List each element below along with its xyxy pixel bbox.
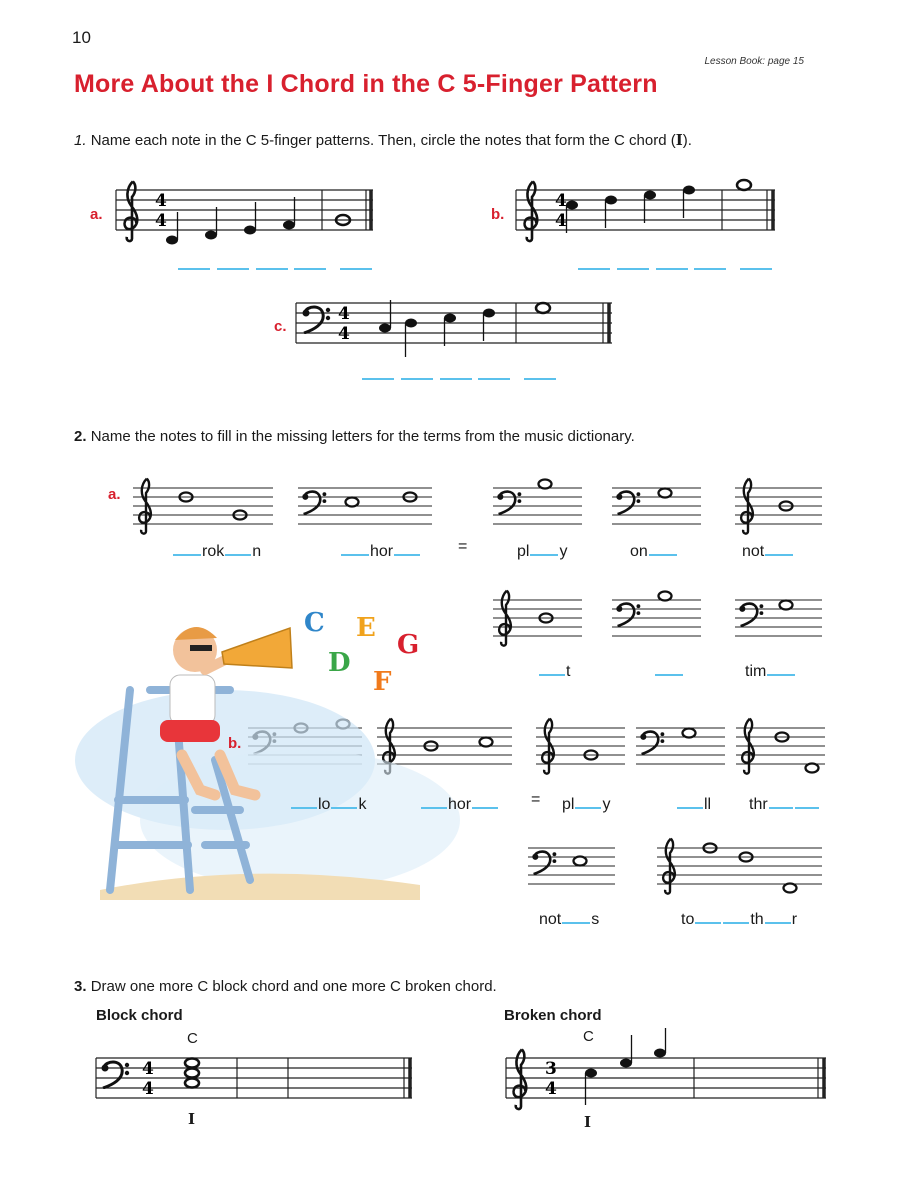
- q1-time-sig-top-c: 4: [338, 304, 350, 324]
- q2-label-a: a.: [108, 486, 121, 503]
- answer-blank[interactable]: [539, 658, 565, 676]
- q1-time-sig-top-b: 4: [555, 191, 567, 211]
- q3-block-time-bottom: 4: [142, 1079, 154, 1099]
- answer-blank[interactable]: [472, 791, 498, 809]
- answer-blank[interactable]: [291, 791, 317, 809]
- megaphone-icon: [222, 628, 292, 668]
- q2-staff: [657, 848, 822, 884]
- floating-letter-e: E: [356, 613, 376, 643]
- q2-word: hor: [420, 791, 499, 814]
- q1-label-a: a.: [90, 206, 103, 223]
- q2-word: ll: [676, 791, 711, 814]
- broken-chord-name: C: [583, 1028, 594, 1045]
- answer-blank[interactable]: [695, 906, 721, 924]
- answer-blank[interactable]: [767, 658, 795, 676]
- bass-clef-icon: [532, 852, 556, 875]
- q1-text: Name each note in the C 5-finger patterns. Then, circle the notes that form the C chord (: [90, 132, 676, 149]
- q3-text: Draw one more C block chord and one more C broken chord.: [90, 978, 497, 995]
- q1-time-sig-bottom-b: 4: [555, 211, 567, 231]
- bass-clef-icon: [497, 492, 521, 515]
- answer-blank[interactable]: [765, 906, 791, 924]
- bass-clef-icon: [640, 732, 664, 755]
- equals-sign: =: [531, 791, 541, 808]
- q2-word: t: [538, 658, 570, 681]
- block-chord-name: C: [187, 1030, 198, 1047]
- q3-broken-chord-notes: [585, 1028, 666, 1105]
- answer-blank[interactable]: [769, 791, 793, 809]
- q1-time-sig-bottom-a: 4: [155, 211, 167, 231]
- bass-clef-icon: [302, 492, 326, 515]
- floating-letter-d: D: [328, 648, 351, 678]
- bass-clef-icon: [739, 604, 763, 627]
- q2-text: Name the notes to fill in the missing letters for the terms from the music dictionary.: [90, 428, 635, 445]
- q1-notes-b: [566, 180, 751, 233]
- q2-staff: [133, 488, 273, 524]
- floating-letter-c: C: [304, 608, 325, 638]
- q2-word: hor: [340, 538, 421, 561]
- q2-number: 2.: [74, 428, 87, 445]
- q1-number: 1.: [74, 132, 87, 149]
- answer-blank[interactable]: [530, 538, 558, 556]
- q2-staff: [528, 848, 615, 884]
- page-title: More About the I Chord in the C 5-Finger Pattern: [74, 70, 658, 98]
- q3-instruction: [74, 978, 497, 995]
- bass-clef-icon: [102, 1062, 130, 1088]
- q2-instruction: [74, 428, 635, 445]
- q1-answer-blanks[interactable]: [178, 269, 772, 379]
- q2-staff: [493, 488, 582, 524]
- bass-clef-icon: [303, 307, 331, 333]
- page-number: 10: [72, 28, 91, 47]
- q3-broken-time-bottom: 4: [545, 1079, 557, 1099]
- block-chord-title: Block chord: [96, 1007, 183, 1024]
- q2-word: lo k: [290, 791, 366, 814]
- answer-blank[interactable]: [173, 538, 201, 556]
- q1-roman: I: [675, 131, 683, 149]
- answer-blank[interactable]: [394, 538, 420, 556]
- answer-blank[interactable]: [649, 538, 677, 556]
- answer-blank[interactable]: [575, 791, 601, 809]
- answer-blank[interactable]: [723, 906, 749, 924]
- q3-block-chord-notes: [185, 1059, 199, 1088]
- q1-label-c: c.: [274, 318, 287, 335]
- q1-time-sig-bottom-c: 4: [338, 324, 350, 344]
- answer-blank[interactable]: [562, 906, 590, 924]
- bass-clef-icon: [616, 604, 640, 627]
- q3-block-time-top: 4: [142, 1059, 154, 1079]
- q2-word: on: [630, 538, 678, 561]
- q2-word: to th r: [681, 906, 797, 929]
- equals-sign: =: [458, 538, 468, 555]
- answer-blank[interactable]: [421, 791, 447, 809]
- q1-time-sig-top-a: 4: [155, 191, 167, 211]
- q2-word: pl y: [517, 538, 567, 561]
- lesson-reference: Lesson Book: page 15: [704, 56, 804, 67]
- answer-blank[interactable]: [765, 538, 793, 556]
- q2-staff: [377, 728, 512, 764]
- q1-text-end: ).: [682, 132, 692, 149]
- answer-blank[interactable]: [795, 791, 819, 809]
- q2-word: not: [742, 538, 794, 561]
- q2-word: thr: [749, 791, 820, 814]
- answer-blank[interactable]: [225, 538, 251, 556]
- floating-letter-g: G: [397, 630, 420, 660]
- answer-blank[interactable]: [331, 791, 357, 809]
- block-chord-roman: I: [188, 1110, 196, 1128]
- q3-number: 3.: [74, 978, 87, 995]
- answer-blank[interactable]: [655, 658, 683, 676]
- q1-notes-c: [379, 300, 550, 357]
- q1-label-b: b.: [491, 206, 505, 223]
- q2-word: tim: [745, 658, 796, 681]
- q2-staff: [612, 600, 701, 636]
- answer-blank[interactable]: [677, 791, 703, 809]
- q2-label-b: b.: [228, 735, 242, 752]
- broken-chord-roman: I: [584, 1113, 592, 1131]
- floating-letter-f: F: [373, 667, 392, 697]
- q2-word: pl y: [562, 791, 610, 814]
- q2-word: rok n: [172, 538, 261, 561]
- q2-staff: [636, 728, 725, 764]
- q2-word: not s: [539, 906, 599, 929]
- bass-clef-icon: [616, 492, 640, 515]
- q3-broken-time-top: 3: [545, 1059, 557, 1079]
- q2-word: [654, 658, 684, 681]
- broken-chord-title: Broken chord: [504, 1007, 602, 1024]
- floating-letters: [304, 608, 419, 697]
- q2-staff: [612, 488, 701, 524]
- answer-blank[interactable]: [341, 538, 369, 556]
